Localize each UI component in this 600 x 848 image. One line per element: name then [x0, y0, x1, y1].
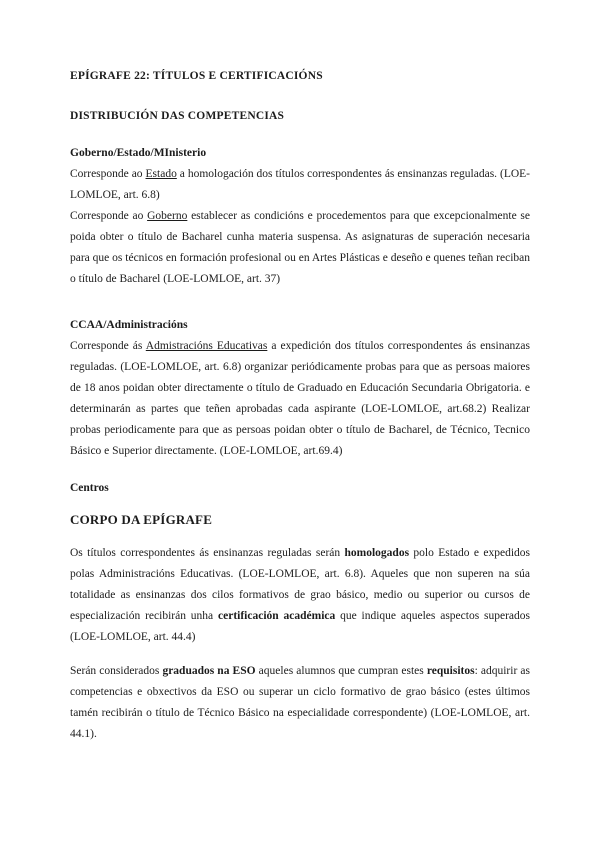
text-segment: aqueles alumnos que cumpran estes	[255, 665, 427, 677]
text-segment: establecer as condicións e procedementos para que excepcionalmente se poida obter o título de Bacharel cunha materia suspensa. As asignaturas de superación necesaria para que os técnicos en formación profesional ou en Artes Plásticas e deseño e quenes teñan reciban o título de Bacharel (LOE-LOMLOE, art. 37)	[70, 210, 530, 285]
text-segment: Os títulos correspondentes ás ensinanzas reguladas serán	[70, 547, 345, 559]
paragraph-goberno	[70, 206, 530, 290]
document-title: EPÍGRAFE 22: TÍTULOS E CERTIFICACIÓNS	[70, 70, 323, 82]
paragraph-titulos	[70, 543, 530, 648]
text-segment: polo Estado e expedidos polas Administracións Educativas. (LOE-LOMLOE, art. 6.8). Aqueles que non superen na súa totalidade as ensinanzas dos cilos formativos de grao básico, medio ou superior ou cursos de especialización recibirán unha	[70, 547, 530, 622]
text-segment: : adquirir as competencias e obxectivos da ESO ou superar un ciclo formativo de grao básico (estes últimos tamén recibirán o título de Técnico Básico na especialidade correspondente) (LOE-LOMLOE, art. 44.1).	[70, 665, 530, 740]
subsection-heading-goberno: Goberno/Estado/MInisterio	[70, 147, 207, 159]
emphasized-text: graduados na ESO	[162, 665, 256, 677]
paragraph-graduados	[70, 661, 530, 745]
text-segment: a homologación dos títulos correspondentes ás ensinanzas reguladas. (LOE-LOMLOE, art. 6.8)	[70, 168, 530, 201]
text-segment: Serán considerados	[70, 665, 163, 677]
section-heading-corpo: CORPO DA EPÍGRAFE	[70, 512, 213, 527]
text-segment: Corresponde ao	[70, 168, 146, 180]
emphasized-text: Admistracións Educativas	[145, 340, 268, 352]
text-segment: que indique aqueles aspectos superados (LOE-LOMLOE, art. 44.4)	[70, 610, 531, 643]
subsection-heading-ccaa: CCAA/Administracións	[70, 319, 188, 331]
paragraph-estado	[70, 164, 530, 206]
text-segment: a expedición dos títulos correspondentes ás ensinanzas reguladas. (LOE-LOMLOE, art. 6.8) organizar periódicamente probas para que as persoas maiores de 18 anos poidan obter directamente o título de Graduado en Educación Secundaria Obrigatoria. e determinarán as partes que teñen aprobadas cada aspirante (LOE-LOMLOE, art.68.2) Realizar probas periodicamente para que as persoas poidan obter o título de Bacharel, de Técnico, Tecnico Básico e Superior directamente. (LOE-LOMLOE, art.69.4)	[70, 340, 530, 457]
subsection-heading-centros: Centros	[70, 482, 109, 494]
text-segment: Corresponde ás	[70, 340, 146, 352]
paragraph-ccaa	[70, 336, 530, 462]
emphasized-text: requisitos	[426, 665, 475, 677]
emphasized-text: homologados	[344, 547, 410, 559]
section-heading-distribucion: DISTRIBUCIÓN DAS COMPETENCIAS	[70, 110, 285, 122]
emphasized-text: Estado	[145, 168, 177, 180]
emphasized-text: certificación académica	[218, 610, 336, 622]
emphasized-text: Goberno	[147, 210, 188, 222]
text-segment: Corresponde ao	[70, 210, 148, 222]
